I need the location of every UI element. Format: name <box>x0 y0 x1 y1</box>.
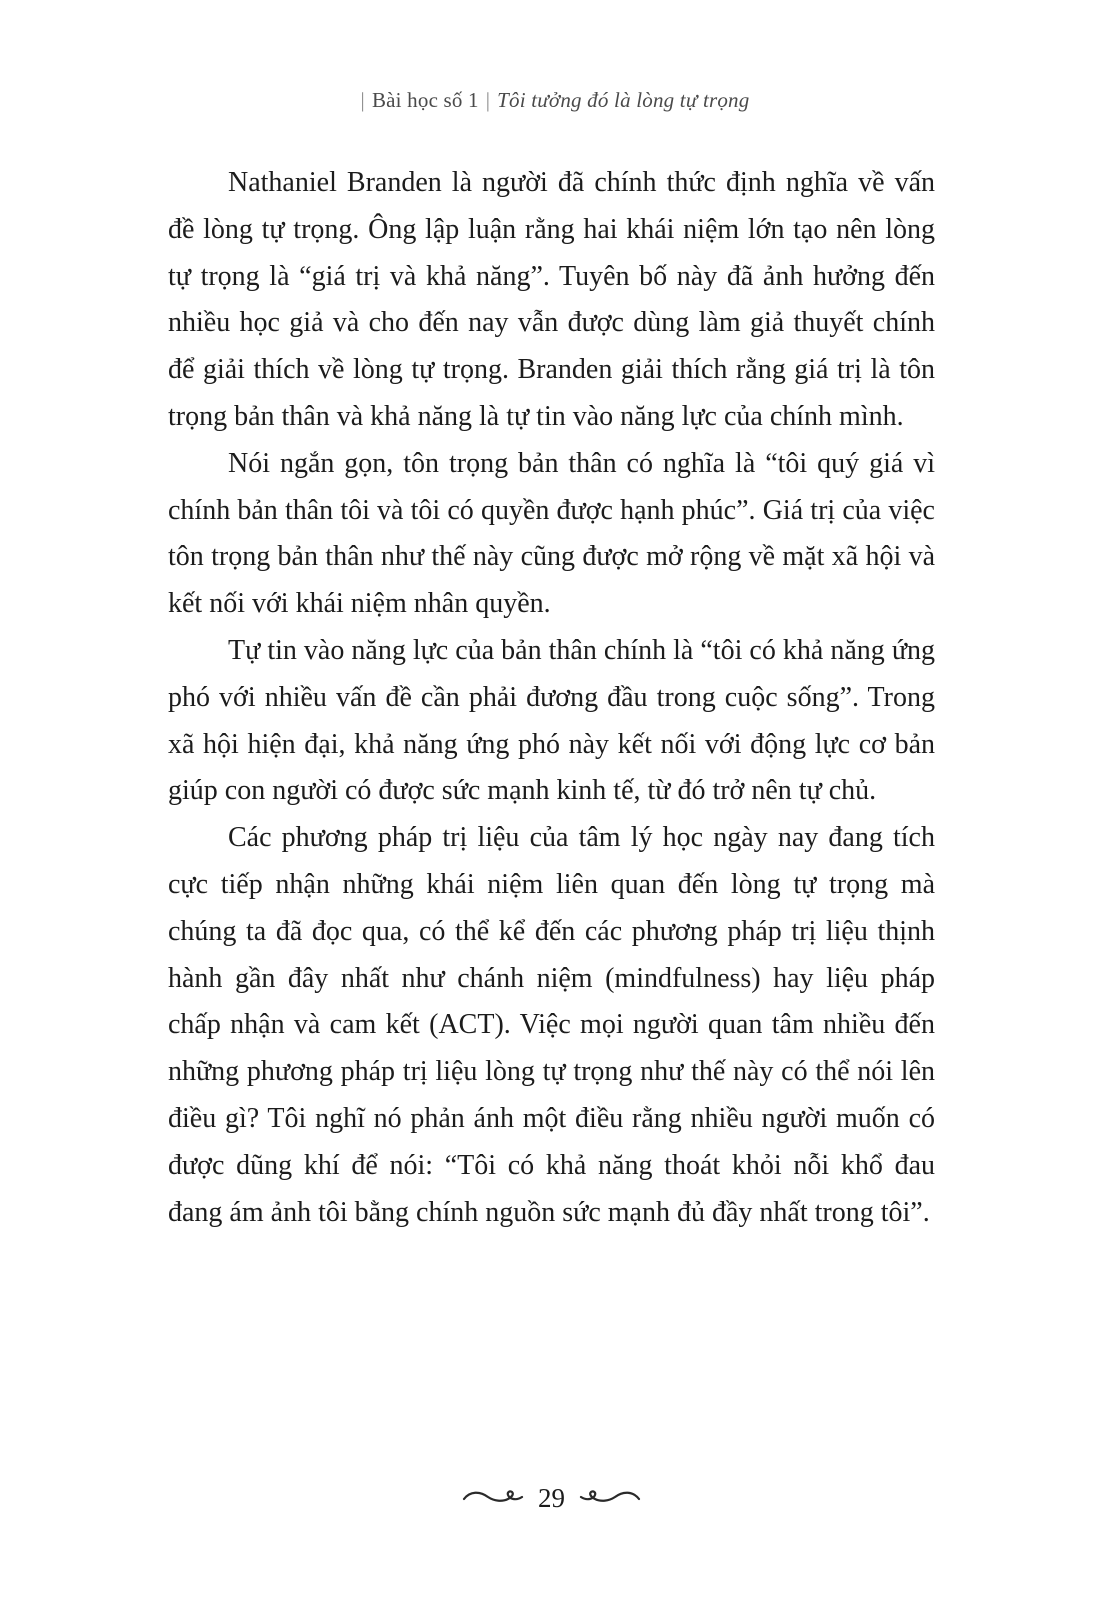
page-body <box>168 160 935 1236</box>
paragraph: Nathaniel Branden là người đã chính thức định nghĩa về vấn đề lòng tự trọng. Ông lập luận rằng hai khái niệm lớn tạo nên lòng tự trọng là “giá trị và khả năng”. Tuyên bố này đã ảnh hưởng đến nhiều học giả và cho đến nay vẫn được dùng làm giả thuyết chính để giải thích về lòng tự trọng. Branden giải thích rằng giá trị là tôn trọng bản thân và khả năng là tự tin vào năng lực của chính mình. <box>168 167 935 432</box>
chapter-label: Bài học số 1 <box>371 88 479 112</box>
paragraph: Nói ngắn gọn, tôn trọng bản thân có nghĩa là “tôi quý giá vì chính bản thân tôi và tôi có quyền được hạnh phúc”. Giá trị của việc tôn trọng bản thân như thế này cũng được mở rộng về mặt xã hội và kết nối với khái niệm nhân quyền. <box>168 447 935 620</box>
flourish-left-icon <box>462 1488 524 1508</box>
paragraph: Tự tin vào năng lực của bản thân chính là “tôi có khả năng ứng phó với nhiều vấn đề cần phải đương đầu trong cuộc sống”. Trong xã hội hiện đại, khả năng ứng phó này kết nối với động lực cơ bản giúp con người có được sức mạnh kinh tế, từ đó trở nên tự chủ. <box>168 634 935 807</box>
header-separator: | <box>360 88 365 112</box>
chapter-title: Tôi tưởng đó là lòng tự trọng <box>497 88 750 112</box>
running-head <box>0 88 1103 113</box>
flourish-right-icon <box>579 1488 641 1508</box>
page-number: 29 <box>538 1483 565 1513</box>
page-footer <box>0 1483 1103 1512</box>
paragraph: Các phương pháp trị liệu của tâm lý học ngày nay đang tích cực tiếp nhận những khái niệm liên quan đến lòng tự trọng mà chúng ta đã đọc qua, có thể kể đến các phương pháp trị liệu thịnh hành gần đây nhất như chánh niệm (mindfulness) hay liệu pháp chấp nhận và cam kết (ACT). Việc mọi người quan tâm nhiều đến những phương pháp trị liệu lòng tự trọng như thế này có thể nói lên điều gì? Tôi nghĩ nó phản ánh một điều rằng nhiều người muốn có được dũng khí để nói: “Tôi có khả năng thoát khỏi nỗi khổ đau đang ám ảnh tôi bằng chính nguồn sức mạnh đủ đầy nhất trong tôi”. <box>168 822 935 1228</box>
header-separator: | <box>485 88 491 112</box>
